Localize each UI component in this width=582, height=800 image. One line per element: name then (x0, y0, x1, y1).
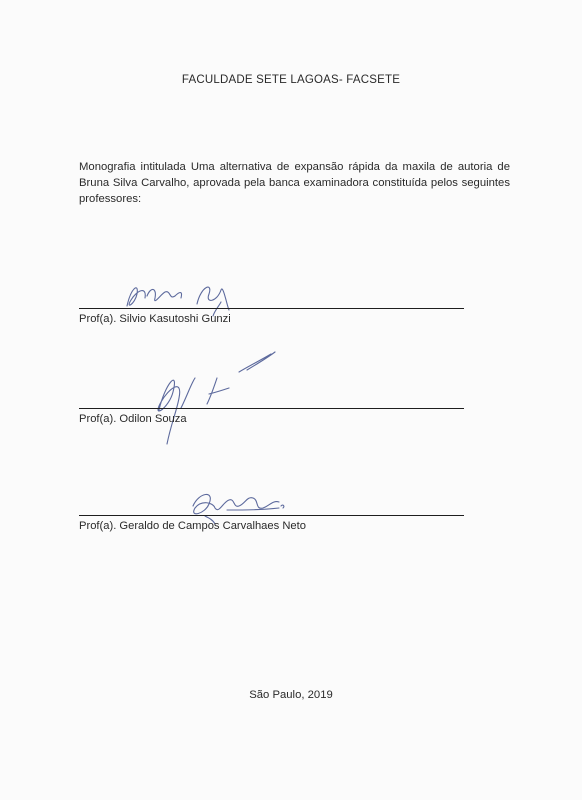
signature-block-1 (79, 278, 469, 338)
handwritten-signature-2 (121, 348, 321, 448)
signature-line-3 (79, 515, 464, 516)
signatory-name-1: Prof(a). Silvio Kasutoshi Gunzi (79, 313, 231, 325)
institution-header: FACULDADE SETE LAGOAS- FACSETE (181, 74, 401, 86)
signature-block-3 (79, 484, 469, 544)
signatory-name-3: Prof(a). Geraldo de Campos Carvalhaes Neto (79, 520, 306, 532)
approval-statement: Monografia intitulada Uma alternativa de expansão rápida da maxila de autoria de Bruna Silva Carvalho, aprovada pela banca examinadora constituída pelos seguintes professores: (79, 161, 510, 205)
signature-line-2 (79, 408, 464, 409)
signature-block-2 (79, 348, 469, 425)
signature-line-1 (79, 308, 464, 309)
signatory-name-2: Prof(a). Odilon Souza (79, 413, 187, 425)
location-date: São Paulo, 2019 (249, 689, 333, 701)
